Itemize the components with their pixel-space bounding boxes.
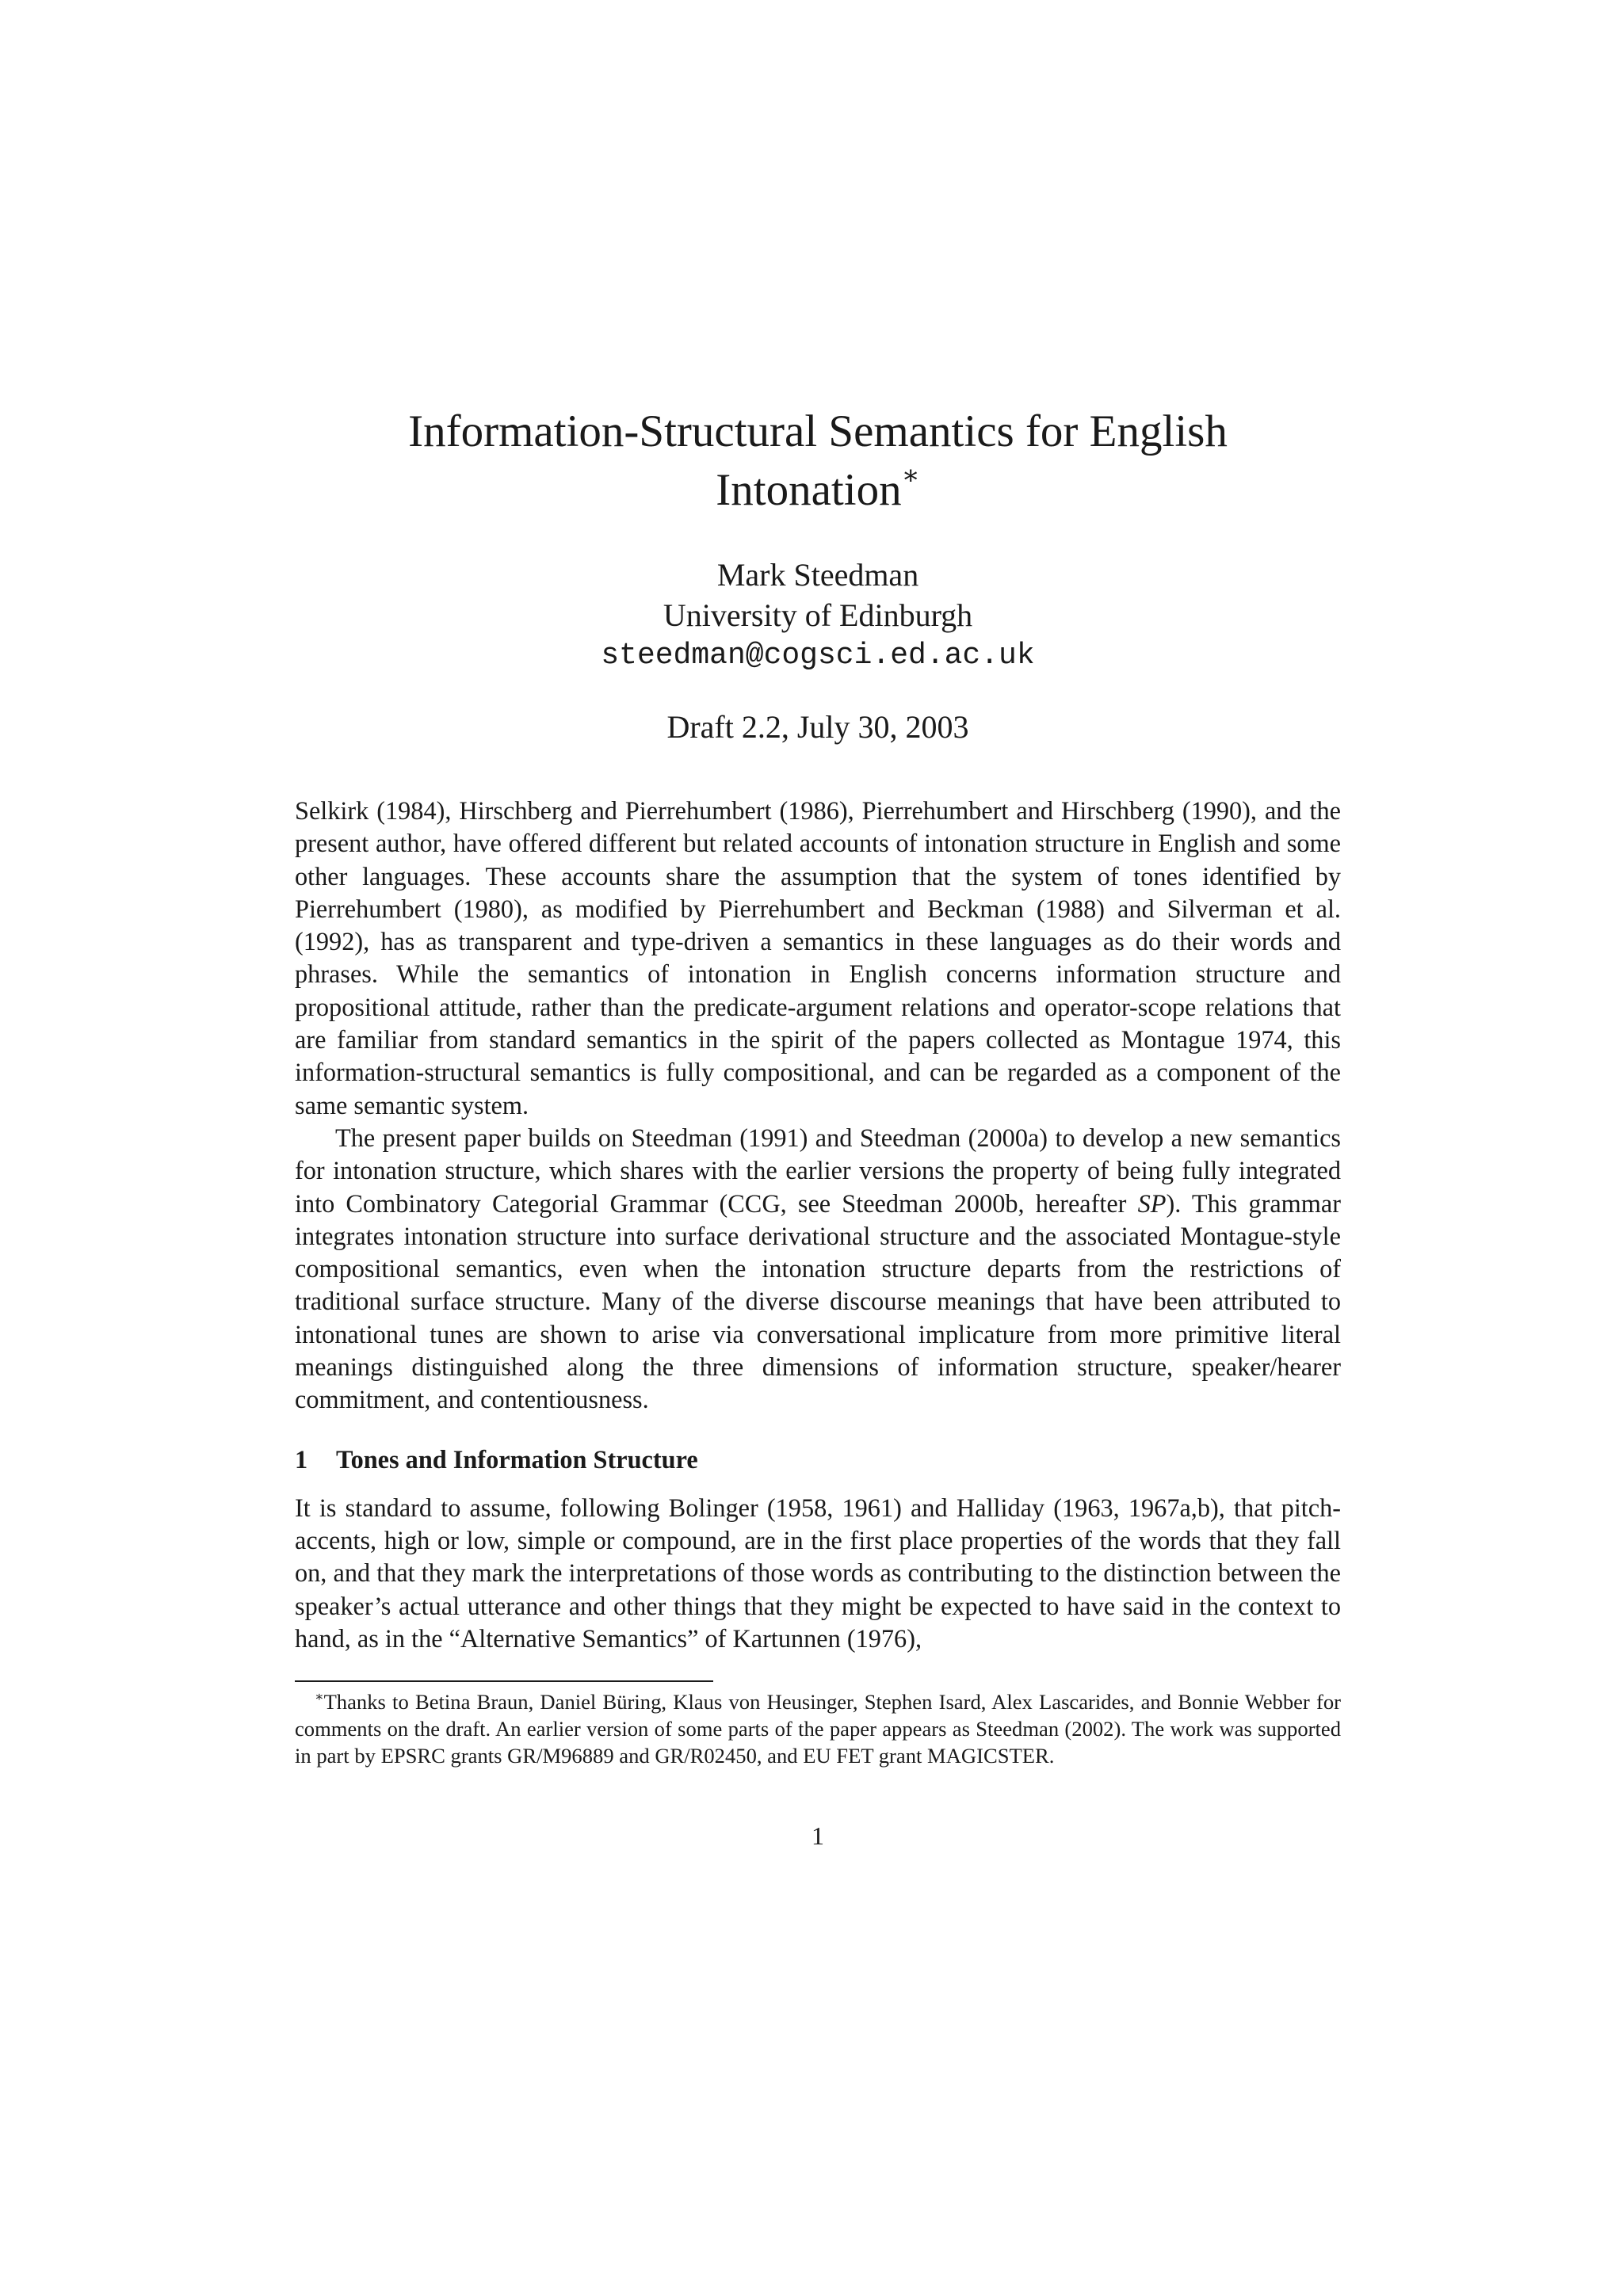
paragraph-section-1: It is standard to assume, following Bolinger (1958, 1961) and Halliday (1963, 1967a,b), that pitch-accents, high or low, simple or compound, are in the first place properties of the words that they fall on, and that they mark the interpretations of those words as contributing to the distinction between the speaker’s actual utterance and other things that they might be expected to have said in the context to hand, as in the “Alternative Semantics” of Kartunnen (1976), — [295, 1493, 1341, 1653]
paragraph-abstract: Selkirk (1984), Hirschberg and Pierrehumbert (1986), Pierrehumbert and Hirschberg (1990), and the present author, have offered different but related accounts of intonation structure in English and some other languages. These accounts share the assumption that the system of tones identified by Pierrehumbert (1980), as modified by Pierrehumbert and Beckman (1988) and Silverman et al. (1992), has as transparent and type-driven a semantics in these languages as do their words and phrases. While the semantics of intonation in English concerns information structure and propositional attitude, rather than the predicate-argument relations and operator-scope relations that are familiar from standard semantics in the spirit of the papers collected as Montague 1974, this information-structural semantics is fully compositional, and can be regarded as a component of the same semantic system. — [295, 796, 1341, 1119]
author-name: Mark Steedman — [716, 557, 919, 593]
title-line-1: Information-Structural Semantics for English — [408, 406, 1228, 456]
paper-title — [295, 402, 1341, 520]
author-email[interactable]: steedman@cogsci.ed.ac.uk — [601, 639, 1035, 673]
title-line-2: Intonation — [716, 465, 902, 515]
footnote — [295, 1688, 1341, 1769]
author-affiliation: University of Edinburgh — [663, 597, 973, 633]
footnote-rule — [295, 1680, 713, 1682]
title-footnote-marker[interactable]: ∗ — [901, 461, 920, 490]
paragraph-intro-part-1: The present paper builds on Steedman (1991) and Steedman (2000a) to develop a new semantics for intonation structure, which shares with the earlier versions the property of being fully integrated into Combinatory Categorial Grammar (CCG, see Steedman 2000b, hereafter — [295, 1123, 1341, 1218]
body-text — [295, 795, 1341, 1655]
draft-date: Draft 2.2, July 30, 2003 — [666, 709, 969, 745]
footnote-text: Thanks to Betina Braun, Daniel Büring, Klaus von Heusinger, Stephen Isard, Alex Lascarides, and Bonnie Webber for comments on the draft. An earlier version of some parts of the paper appears as Steedman (2002). The work was supported in part by EPSRC grants GR/M96889 and GR/R02450, and EU FET grant MAGICSTER. — [295, 1690, 1341, 1768]
section-heading — [295, 1444, 1341, 1476]
footnote-marker: ∗ — [315, 1689, 324, 1704]
title-block — [295, 402, 1341, 747]
section-number: 1 — [295, 1444, 308, 1474]
page-number: 1 — [812, 1821, 824, 1850]
author-block — [295, 555, 1341, 676]
paragraph-intro — [295, 1122, 1341, 1417]
paragraph-intro-part-2: ). This grammar integrates intonation structure into surface derivational structure and the associated Montague-style compositional semantics, even when the intonation structure departs from the restrictions of traditional surface structure. Many of the diverse discourse meanings that have been attributed to intonational tunes are shown to arise via conversational implicature from more primitive literal meanings distinguished along the three dimensions of information structure, speaker/hearer commitment, and contentiousness. — [295, 1188, 1341, 1414]
section-title: Tones and Information Structure — [336, 1444, 698, 1474]
sp-abbreviation: SP — [1137, 1188, 1167, 1218]
